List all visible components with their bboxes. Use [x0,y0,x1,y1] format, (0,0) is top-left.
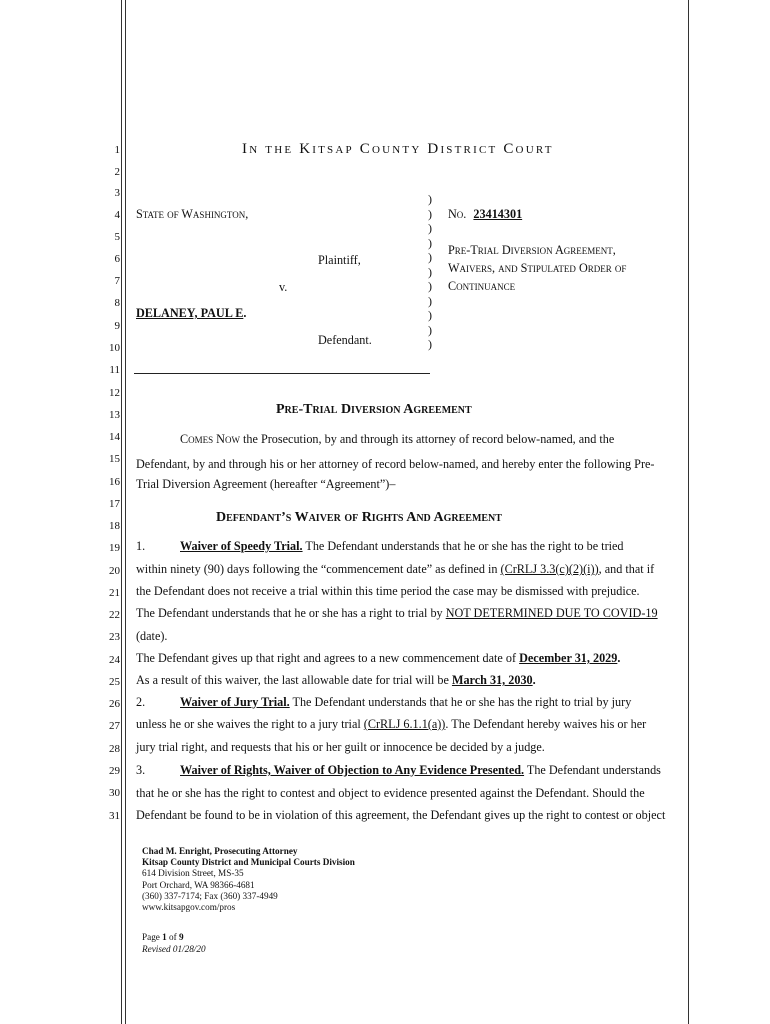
item-1-number: 1. [136,539,146,553]
item-3-line-2: that he or she has the right to contest and object to evidence presented against the Defendant. Should the [136,786,645,800]
line-number: 10 [109,342,120,354]
item-1-title: Waiver of Speedy Trial. [180,539,303,553]
footer-division: Kitsap County District and Municipal Courts Division [142,857,355,868]
item-3-line-1 [180,763,661,778]
footer-attorney: Chad M. Enright, Prosecuting Attorney [142,846,298,856]
line-number: 22 [109,609,120,621]
page-number: 1 [162,932,167,942]
document-title-line-3: Continuance [448,279,516,293]
caption-rule [134,373,430,374]
item-3-line-1-text: The Defendant understands [524,763,661,777]
line-number: 30 [109,787,120,799]
item-1-line-6-tail: . [617,651,621,665]
document-title-line-2: Waivers, and Stipulated Order of [448,261,627,275]
line-number: 12 [109,387,120,399]
footer-city: Port Orchard, WA 98366-4681 [142,879,255,890]
defendant-role: Defendant. [318,333,372,347]
item-1-line-4 [136,606,658,621]
line-number: 19 [109,542,120,554]
case-number-label: No. [448,207,467,221]
line-number: 17 [109,498,120,510]
caption-paren-column: ) ) ) ) ) ) ) ) ) ) ) [428,192,432,351]
line-number: 31 [109,810,120,822]
line-number: 24 [109,654,120,666]
item-1-line-4-text: The Defendant understands that he or she has a right to trial by [136,606,446,620]
item-1-line-7 [136,673,536,688]
line-number: 9 [114,320,120,332]
item-1-line-6 [136,651,620,666]
versus-label: v. [279,280,288,294]
line-number: 13 [109,409,120,421]
footer-phone: (360) 337-7174; Fax (360) 337-4949 [142,890,278,901]
line-number: 11 [109,364,120,376]
item-2-line-2-tail: . The Defendant hereby waives his or her [445,717,647,731]
intro-line-1 [180,432,614,447]
item-2-line-2-text: unless he or she waives the right to a jury trial [136,717,364,731]
line-number: 26 [109,698,120,710]
line-number: 23 [109,631,120,643]
line-number: 14 [109,431,120,443]
item-2-rule-reference: (CrRLJ 6.1.1(a)) [363,717,446,731]
plaintiff-role: Plaintiff, [318,253,361,267]
line-number: 2 [114,166,120,178]
left-margin-rule-inner [125,0,126,1024]
comes-now: Comes Now [180,432,240,446]
item-2-line-1-text: The Defendant understands that he or she has the right to trial by jury [289,695,632,709]
line-number: 28 [109,743,120,755]
item-2-line-3: jury trial right, and requests that his or her guilt or innocence be decided by a judge. [136,740,545,754]
trial-by-value: NOT DETERMINED DUE TO COVID-19 [445,606,658,620]
page-total: 9 [179,932,184,942]
document-title-line-1: Pre-Trial Diversion Agreement, [448,243,616,257]
line-number: 3 [114,187,120,199]
item-2-number: 2. [136,695,146,709]
case-number: 23414301 [473,207,523,221]
line-number: 4 [114,209,120,221]
pretrial-heading: Pre-Trial Diversion Agreement [276,402,472,417]
line-number: 27 [109,720,120,732]
item-1-rule-reference: (CrRLJ 3.3(c)(2)(i)) [500,562,599,576]
item-1-line-5: (date). [136,629,168,643]
line-number: 16 [109,476,120,488]
intro-line-1-text: the Prosecution, by and through its attorney of record below-named, and the [239,432,615,446]
page-indicator [142,932,184,943]
defendant-name: DELANEY, PAUL E [136,306,244,320]
line-number: 25 [109,676,120,688]
plaintiff-name: State of Washington, [136,207,249,221]
last-trial-date: March 31, 2030 [451,673,533,687]
line-number: 20 [109,565,120,577]
item-3-title: Waiver of Rights, Waiver of Objection to Any Evidence Presented. [180,763,525,777]
item-3-line-3: Defendant be found to be in violation of this agreement, the Defendant gives up the right to contest or object [136,808,666,822]
waiver-heading: Defendant’s Waiver of Rights And Agreement [216,510,502,525]
item-1-line-2-tail: , and that if [598,562,655,576]
item-2-line-1 [180,695,631,710]
footer-web: www.kitsapgov.com/pros [142,902,236,913]
left-margin-rule-outer [121,0,122,1024]
line-number: 6 [114,253,120,265]
page-label: Page [142,932,163,942]
line-number: 21 [109,587,120,599]
line-number: 5 [114,231,120,243]
item-1-line-1 [180,539,624,554]
item-1-line-7-tail: . [532,673,536,687]
defendant-name-suffix: . [243,306,247,320]
right-margin-rule [688,0,689,1024]
item-1-line-1-text: The Defendant understands that he or she has the right to be tried [302,539,624,553]
item-1-line-6-text: The Defendant gives up that right and agrees to a new commencement date of [136,651,520,665]
item-2-title: Waiver of Jury Trial. [180,695,290,709]
line-number: 18 [109,520,120,532]
item-1-line-2-text: within ninety (90) days following the “commencement date” as defined in [136,562,501,576]
page-of: of [166,932,179,942]
case-number-line [448,207,522,222]
intro-line-3: Trial Diversion Agreement (hereafter “Agreement”)– [136,477,396,491]
line-number: 15 [109,453,120,465]
court-title: In the Kitsap County District Court [242,141,554,157]
commencement-date: December 31, 2029 [519,651,618,665]
footer-block [142,846,355,913]
line-number: 7 [114,275,120,287]
item-1-line-3: the Defendant does not receive a trial within this time period the case may be dismissed with prejudice. [136,584,640,598]
footer-street: 614 Division Street, MS-35 [142,868,244,879]
item-1-line-7-text: As a result of this waiver, the last allowable date for trial will be [136,673,452,687]
line-number: 8 [114,297,120,309]
line-number: 1 [114,144,120,156]
defendant-name-line [136,306,246,321]
intro-line-2: Defendant, by and through his or her attorney of record below-named, and hereby enter the following Pre- [136,457,655,471]
item-3-number: 3. [136,763,146,777]
revised-date: Revised 01/28/20 [142,944,206,954]
item-1-line-2 [136,562,654,577]
line-number: 29 [109,765,120,777]
item-2-line-2 [136,717,646,732]
